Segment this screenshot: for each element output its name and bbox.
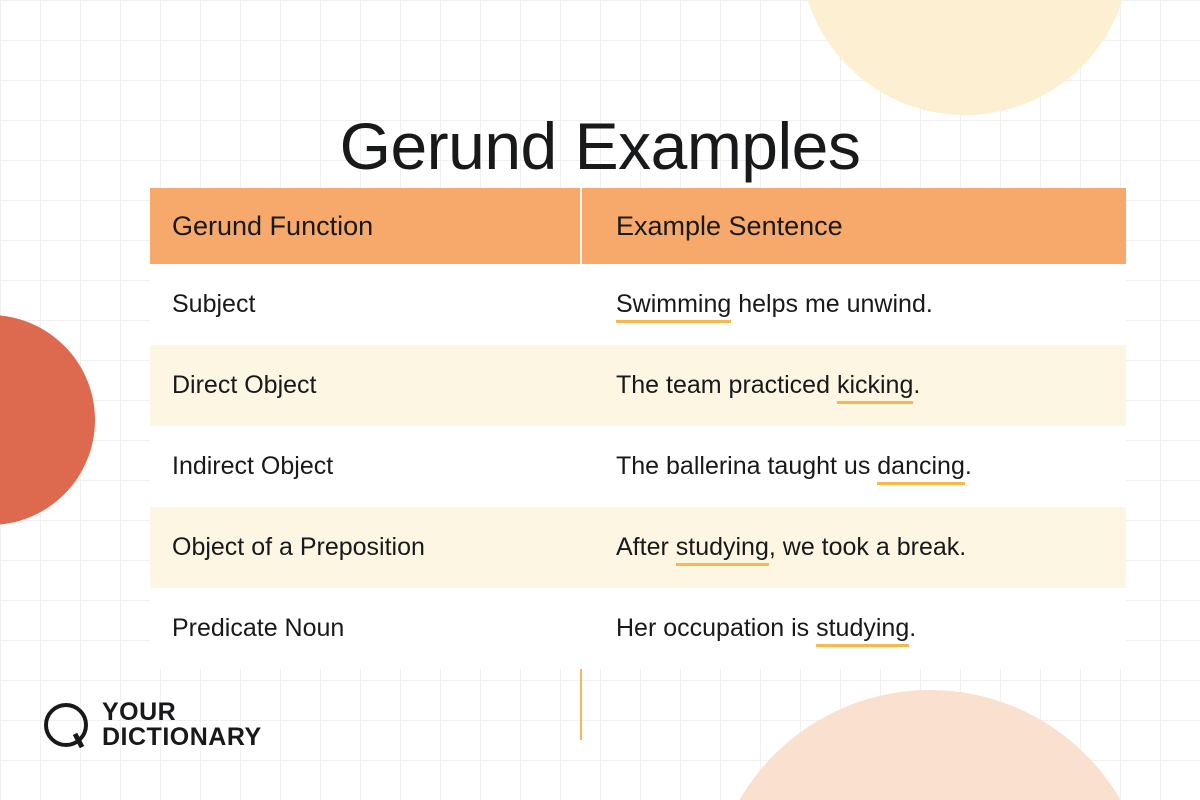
sentence-post: , we took a break. [768,533,967,561]
yourdictionary-logo [44,700,262,750]
cell-example [580,452,1126,481]
table-row [150,345,1126,426]
cell-example [580,614,1126,643]
table-row [150,507,1126,588]
decorative-circle-top-right [800,0,1130,115]
sentence-pre: The ballerina taught us [616,452,878,480]
sentence-post: . [909,614,917,642]
cell-example [580,533,1126,562]
decorative-circle-bottom-right [710,690,1150,800]
table-row [150,426,1126,507]
cell-function: Direct Object [172,371,317,399]
sentence-pre: Her occupation is [616,614,817,642]
cell-function: Object of a Preposition [172,533,425,561]
gerund-examples-table [150,188,1126,669]
sentence-pre: After [616,533,676,561]
table-row [150,264,1126,345]
gerund-word: Swimming [616,290,731,323]
q-circle-icon [44,703,88,747]
cell-example [580,290,1126,319]
cell-example [580,371,1126,400]
decorative-circle-left [0,315,95,525]
gerund-word: dancing [877,452,965,485]
gerund-word: studying [676,533,769,566]
cell-function: Indirect Object [172,452,334,480]
header-column-divider [580,188,582,264]
cell-function: Predicate Noun [172,614,345,642]
gerund-word: studying [816,614,909,647]
page-title: Gerund Examples [339,109,861,184]
sentence-pre: The team practiced [616,371,837,399]
table-row [150,588,1126,669]
logo-line-dictionary: DICTIONARY [102,723,262,751]
cell-function: Subject [172,290,256,318]
column-header-function: Gerund Function [172,210,374,241]
logo-text [102,700,262,750]
logo-line-your: YOUR [102,698,177,726]
table-body [150,264,1126,669]
table-header-row [150,188,1126,264]
sentence-post: . [913,371,921,399]
sentence-post: helps me unwind. [731,290,933,318]
gerund-word: kicking [837,371,913,404]
column-header-example: Example Sentence [616,210,843,241]
sentence-post: . [964,452,972,480]
